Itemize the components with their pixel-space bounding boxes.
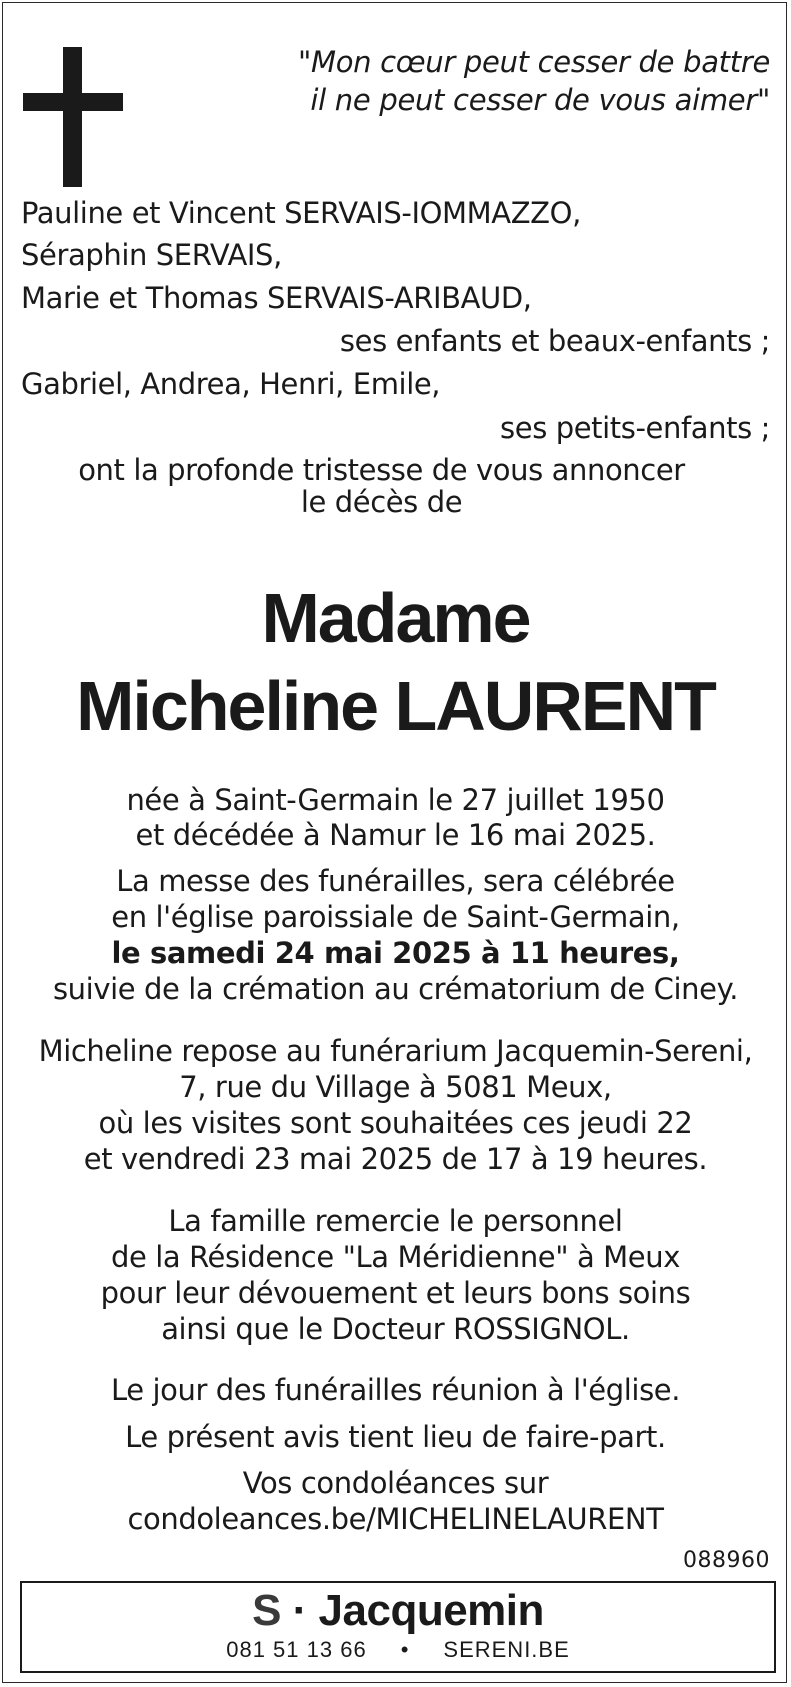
family-line-2: Séraphin SERVAIS, [21,238,282,272]
quote-line-1: "Mon cœur peut cesser de battre [297,45,770,79]
funeral-home-footer [20,1581,776,1673]
thanks-line-1: La famille remercie le personnel [168,1204,623,1238]
deceased-title: Madame [261,579,530,657]
family-line-1: Pauline et Vincent SERVAIS-IOMMAZZO, [21,196,581,230]
visit-line-1: Micheline repose au funérarium Jacquemin-Sereni, [38,1034,753,1068]
thanks-line-2: de la Résidence "La Méridienne" à Meux [111,1240,680,1274]
logo-s: S [252,1586,281,1635]
closing-line-3: Vos condoléances sur [242,1466,549,1500]
closing-line-1: Le jour des funérailles réunion à l'église. [110,1373,681,1407]
visit-address: 7, rue du Village à 5081 Meux, [179,1070,612,1104]
bullet-separator: • [400,1637,410,1662]
thanks-line-4: ainsi que le Docteur ROSSIGNOL. [161,1312,630,1346]
family-line-4: Gabriel, Andrea, Henri, Emile, [21,367,441,401]
death-notice [2,2,787,1683]
logo-name: Jacquemin [318,1586,544,1635]
announce-line-2: le décès de [300,485,463,519]
quote-line-2: il ne peut cesser de vous aimer" [310,83,770,117]
epigraph-quote [298,43,770,119]
thanks-line-3: pour leur dévouement et leurs bons soins [100,1276,691,1310]
birth-line-1: née à Saint-Germain le 27 juillet 1950 [126,783,665,817]
family-relation-grandchildren: ses petits-enfants ; [500,411,770,445]
funeral-line-2: en l'église paroissiale de Saint-Germain, [111,900,680,934]
announce-line-1: ont la profonde tristesse de vous annoncer [78,453,685,487]
funeral-home-logo [22,1587,774,1635]
visit-line-4: et vendredi 23 mai 2025 de 17 à 19 heures. [83,1142,708,1176]
website-link[interactable]: SERENI.BE [443,1637,570,1662]
birth-line-2: et décédée à Namur le 16 mai 2025. [135,818,656,852]
deceased-name: Micheline LAURENT [76,667,715,745]
logo-separator: · [292,1586,307,1635]
phone-number: 081 51 13 66 [226,1637,367,1662]
family-line-3: Marie et Thomas SERVAIS-ARIBAUD, [21,281,532,315]
visit-line-3: où les visites sont souhaitées ces jeudi 22 [98,1106,693,1140]
cross-icon [23,47,123,187]
condolences-link[interactable]: condoleances.be/MICHELINELAURENT [127,1502,664,1536]
family-relation-children: ses enfants et beaux-enfants ; [339,324,770,358]
funeral-date: le samedi 24 mai 2025 à 11 heures, [111,936,680,970]
closing-line-2: Le présent avis tient lieu de faire-part. [125,1420,666,1454]
funeral-home-contact [22,1637,774,1663]
funeral-line-1: La messe des funérailles, sera célébrée [116,864,675,898]
funeral-line-4: suivie de la crémation au crématorium de Ciney. [52,972,739,1006]
reference-number: 088960 [683,1548,770,1573]
